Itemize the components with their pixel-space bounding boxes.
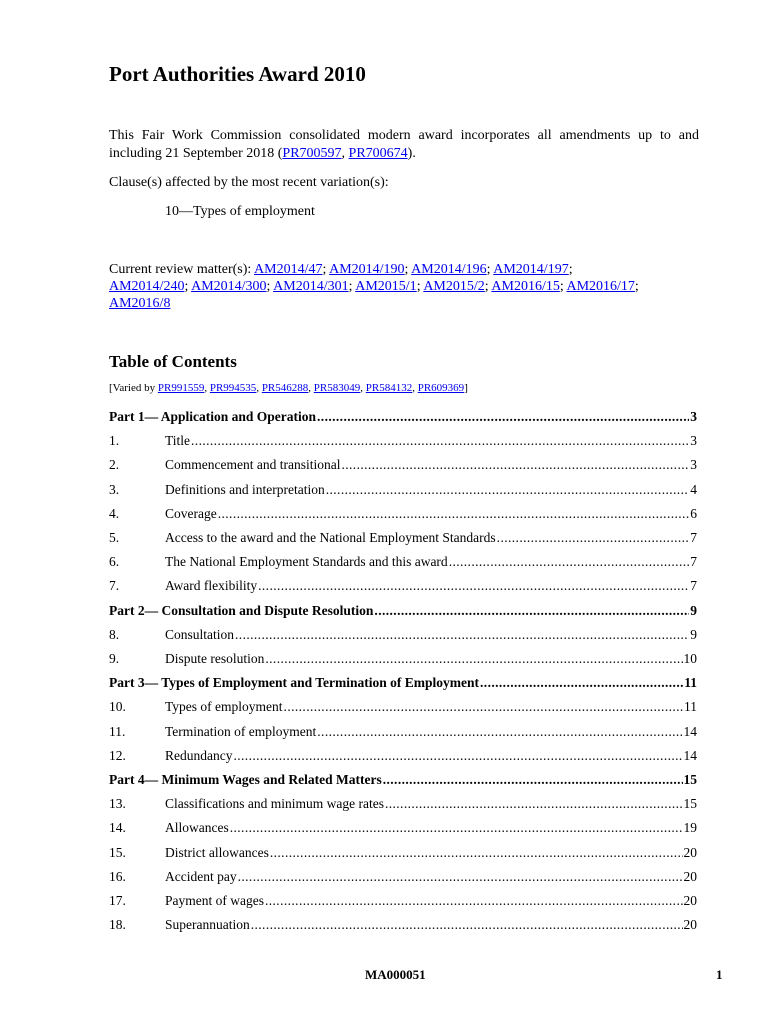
toc-dot-leader [317, 724, 682, 740]
review-link-separator: ; [484, 279, 492, 294]
varied-link[interactable]: PR991559 [157, 382, 205, 394]
toc-dot-leader [233, 748, 682, 764]
intro-separator: , [341, 146, 349, 161]
toc-entry-label: Redundancy [165, 748, 233, 763]
toc-dot-leader [218, 506, 690, 522]
document-title: Port Authorities Award 2010 [109, 62, 366, 86]
toc-clause-row[interactable] [109, 845, 697, 863]
toc-dot-leader [317, 409, 689, 425]
toc-clause-number: 14. [109, 820, 126, 835]
toc-entry-label: Accident pay [165, 869, 237, 884]
toc-page-number: 14 [683, 724, 697, 739]
intro-paragraph [109, 127, 699, 163]
toc-clause-row[interactable] [109, 482, 697, 500]
varied-links [158, 382, 464, 394]
toc-part-row[interactable] [109, 772, 697, 790]
toc-clause-row[interactable] [109, 433, 697, 451]
toc-clause-row[interactable] [109, 748, 697, 766]
toc-clause-row[interactable] [109, 869, 697, 887]
toc-entry-label: Award flexibility [165, 578, 258, 593]
toc-entry-label: Coverage [165, 506, 217, 521]
toc-clause-row[interactable] [109, 627, 697, 645]
review-link-separator: ; [404, 262, 412, 277]
review-link-separator: ; [559, 279, 567, 294]
toc-clause-number: 13. [109, 796, 126, 811]
toc-entry-label: Superannuation [165, 917, 250, 932]
varied-link[interactable]: PR994535 [209, 382, 257, 394]
toc-entry-label: The National Employment Standards and this award [165, 554, 448, 569]
footer-page-number: 1 [716, 967, 723, 982]
toc-page-number: 4 [690, 482, 697, 497]
varied-by-note [109, 382, 468, 394]
toc-dot-leader [191, 433, 689, 449]
toc-clause-row[interactable] [109, 724, 697, 742]
varied-prefix: [Varied by [109, 382, 158, 394]
toc-dot-leader [383, 772, 683, 788]
toc-page-number: 7 [690, 530, 697, 545]
toc-dot-leader [480, 675, 683, 691]
toc-clause-row[interactable] [109, 530, 697, 548]
toc-page-number: 20 [683, 893, 697, 908]
clause-item: 10—Types of employment [165, 204, 315, 219]
toc-clause-row[interactable] [109, 820, 697, 838]
toc-clause-number: 11. [109, 724, 126, 739]
toc-clause-number: 7. [109, 578, 120, 593]
review-link-separator: ; [568, 262, 573, 277]
toc-clause-number: 9. [109, 651, 120, 666]
toc-page-number: 6 [690, 506, 697, 521]
varied-link-separator: , [360, 382, 366, 394]
intro-text: This Fair Work Commission consolidated modern award incorporates all amendments up to and including 21 September 2018 ( [109, 128, 699, 161]
toc-dot-leader [284, 699, 683, 715]
toc-clause-number: 8. [109, 627, 120, 642]
intro-end: ). [407, 146, 416, 161]
toc-entry-label: Title [165, 433, 191, 448]
toc-clause-number: 15. [109, 845, 126, 860]
review-matters [109, 261, 649, 312]
toc-entry-label: District allowances [165, 845, 269, 860]
toc-page-number: 3 [690, 433, 697, 448]
toc-page-number: 3 [690, 457, 697, 472]
varied-link-separator: , [412, 382, 418, 394]
review-link[interactable]: AM2014/190 [329, 262, 405, 277]
toc-entry-label: Commencement and transitional [165, 457, 341, 472]
toc-page-number: 3 [690, 409, 697, 424]
toc-clause-number: 3. [109, 482, 120, 497]
toc-page-number: 15 [683, 796, 697, 811]
toc-part-row[interactable] [109, 675, 697, 693]
toc-entry-label: Allowances [165, 820, 229, 835]
toc-page-number: 7 [690, 578, 697, 593]
review-link[interactable]: AM2014/47 [254, 262, 323, 277]
toc-clause-row[interactable] [109, 554, 697, 572]
toc-dot-leader [385, 796, 683, 812]
toc-clause-row[interactable] [109, 506, 697, 524]
toc-clause-row[interactable] [109, 893, 697, 911]
toc-title: Table of Contents [109, 352, 237, 371]
review-label: Current review matter(s): [109, 262, 255, 277]
toc-clause-row[interactable] [109, 699, 697, 717]
toc-page-number: 20 [683, 917, 697, 932]
toc-entry-label: Termination of employment [165, 724, 317, 739]
toc-entry-label: Access to the award and the National Employment Standards [165, 530, 496, 545]
toc-entry-label: Part 4— Minimum Wages and Related Matters [109, 772, 382, 787]
toc-dot-leader [258, 578, 689, 594]
toc-entry-label: Part 1— Application and Operation [109, 409, 317, 424]
toc-page-number: 9 [690, 627, 697, 642]
toc-page-number: 15 [683, 772, 697, 787]
toc-page-number: 11 [684, 699, 697, 714]
varied-suffix: ] [464, 382, 468, 394]
toc-dot-leader [265, 651, 682, 667]
toc-page-number: 14 [683, 748, 697, 763]
review-link-separator: ; [348, 279, 356, 294]
toc-clause-number: 18. [109, 917, 126, 932]
varied-link-separator: , [256, 382, 262, 394]
toc-page-number: 7 [690, 554, 697, 569]
toc-clause-number: 1. [109, 433, 120, 448]
toc-clause-number: 4. [109, 506, 120, 521]
toc-clause-row[interactable] [109, 796, 697, 814]
intro-link-1[interactable]: PR700597 [282, 146, 342, 161]
review-link[interactable]: AM2016/8 [109, 296, 171, 311]
toc-clause-row[interactable] [109, 917, 697, 935]
review-link[interactable]: AM2014/300 [191, 279, 267, 294]
toc-clause-number: 17. [109, 893, 126, 908]
varied-link[interactable]: PR609369 [417, 382, 465, 394]
toc-dot-leader [238, 869, 683, 885]
toc-dot-leader [341, 457, 689, 473]
toc-clause-row[interactable] [109, 457, 697, 475]
review-link-separator: ; [634, 279, 639, 294]
toc-clause-number: 6. [109, 554, 120, 569]
toc-page-number: 20 [683, 845, 697, 860]
footer-award-code: MA000051 [365, 967, 426, 982]
review-link[interactable]: AM2016/17 [566, 279, 635, 294]
varied-link[interactable]: PR584132 [365, 382, 413, 394]
toc-entry-label: Part 3— Types of Employment and Termination of Employment [109, 675, 480, 690]
toc-part-row[interactable] [109, 603, 697, 621]
toc-page-number: 11 [684, 675, 697, 690]
review-link[interactable]: AM2014/196 [411, 262, 487, 277]
toc-clause-row[interactable] [109, 578, 697, 596]
toc-entry-label: Types of employment [165, 699, 283, 714]
review-link[interactable]: AM2014/197 [493, 262, 569, 277]
varied-link-separator: , [204, 382, 210, 394]
toc-entry-label: Part 2— Consultation and Dispute Resolution [109, 603, 374, 618]
toc-clause-number: 10. [109, 699, 126, 714]
toc-clause-row[interactable] [109, 651, 697, 669]
toc-entry-label: Definitions and interpretation [165, 482, 325, 497]
toc-entry-label: Classifications and minimum wage rates [165, 796, 384, 811]
toc-dot-leader [265, 893, 683, 909]
toc-dot-leader [326, 482, 690, 498]
toc-entry-label: Consultation [165, 627, 235, 642]
review-link-separator: ; [416, 279, 424, 294]
toc-page-number: 20 [683, 869, 697, 884]
toc-entry-label: Dispute resolution [165, 651, 265, 666]
toc-clause-number: 5. [109, 530, 120, 545]
review-link[interactable]: AM2014/240 [109, 279, 185, 294]
varied-link[interactable]: PR583049 [313, 382, 361, 394]
toc-dot-leader [374, 603, 689, 619]
review-link-separator: ; [322, 262, 330, 277]
review-link[interactable]: AM2016/15 [491, 279, 560, 294]
toc-page-number: 9 [690, 603, 697, 618]
toc-dot-leader [270, 845, 683, 861]
toc-dot-leader [497, 530, 690, 546]
review-link[interactable]: AM2014/301 [273, 279, 349, 294]
toc-part-row[interactable] [109, 409, 697, 427]
toc-dot-leader [251, 917, 683, 933]
toc-page-number: 10 [683, 651, 697, 666]
toc-dot-leader [449, 554, 690, 570]
toc-dot-leader [235, 627, 689, 643]
toc-entry-label: Payment of wages [165, 893, 264, 908]
review-link[interactable]: AM2015/1 [355, 279, 417, 294]
review-link-separator: ; [266, 279, 274, 294]
toc-page-number: 19 [683, 820, 697, 835]
toc-clause-number: 16. [109, 869, 126, 884]
review-link-separator: ; [486, 262, 494, 277]
toc-dot-leader [230, 820, 683, 836]
toc-clause-number: 12. [109, 748, 126, 763]
review-link[interactable]: AM2015/2 [423, 279, 485, 294]
review-link-separator: ; [184, 279, 192, 294]
varied-link[interactable]: PR546288 [261, 382, 309, 394]
varied-link-separator: , [308, 382, 314, 394]
toc-clause-number: 2. [109, 457, 120, 472]
clauses-label: Clause(s) affected by the most recent variation(s): [109, 175, 389, 190]
intro-link-2[interactable]: PR700674 [348, 146, 408, 161]
